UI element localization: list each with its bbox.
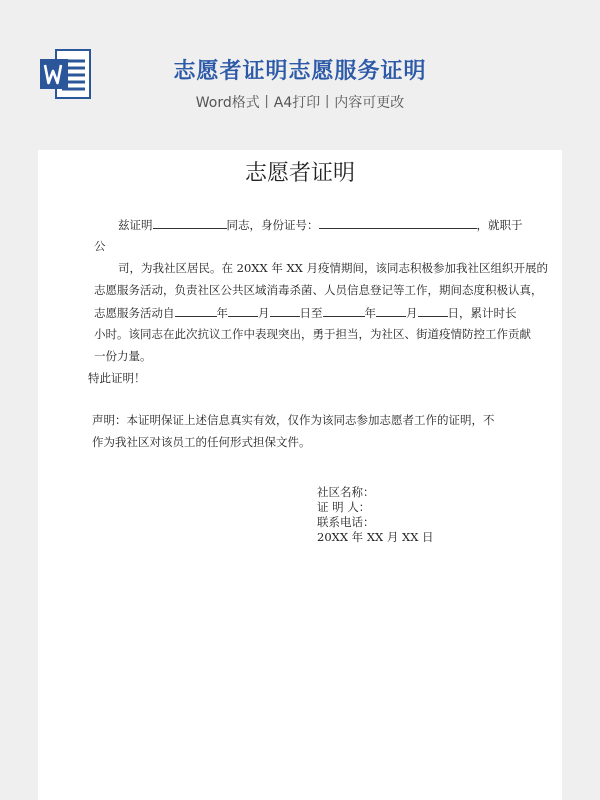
declaration-line: 作为我社区对该员工的任何形式担保文件。 [92, 435, 311, 449]
date-blank[interactable] [418, 304, 448, 317]
text-segment: 年 [216, 306, 228, 320]
text-segment: ，就职于 [476, 218, 523, 232]
date-blank[interactable] [323, 304, 365, 317]
date-blank[interactable] [228, 304, 258, 317]
paragraph-line: 小时。该同志在此次抗议工作中表现突出，勇于担当，为社区、街道疫情防控工作贡献 [94, 327, 531, 341]
date-blank[interactable] [376, 304, 406, 317]
text-segment: 月 [258, 306, 270, 320]
text-segment: 日，累计时长 [447, 306, 517, 320]
text-segment: 年 [364, 306, 376, 320]
page-subtitle: Word格式丨A4打印丨内容可更改 [195, 95, 405, 111]
text-segment: 同志，身份证号： [226, 218, 319, 232]
declaration-line: 声明：本证明保证上述信息真实有效，仅作为该同志参加志愿者工作的证明，不 [92, 413, 495, 427]
paragraph-line: 公 [94, 239, 106, 253]
signature-date: 20XX 年 XX 月 XX 日 [317, 530, 434, 544]
date-blank[interactable] [175, 304, 217, 317]
page-header [0, 0, 600, 150]
paragraph-line: 司，为我社区居民。在 20XX 年 XX 月疫情期间，该同志积极参加我社区组织开展的 [118, 261, 548, 275]
paragraph-line [118, 216, 523, 233]
text-segment: 志愿服务活动自 [94, 306, 175, 320]
text-segment: 兹证明 [118, 218, 153, 232]
text-segment: 月 [406, 306, 418, 320]
signature-community: 社区名称： [317, 485, 375, 499]
signature-person: 证 明 人： [317, 500, 371, 514]
paragraph-line [94, 304, 517, 321]
name-blank[interactable] [153, 216, 227, 229]
date-blank[interactable] [270, 304, 300, 317]
paragraph-line: 志愿服务活动，负责社区公共区域消毒杀菌、人员信息登记等工作，期间态度积极认真， [94, 283, 543, 297]
paragraph-line: 一份力量。 [94, 349, 152, 363]
id-number-blank[interactable] [319, 216, 477, 229]
page-title: 志愿者证明志愿服务证明 [173, 59, 427, 84]
signature-phone: 联系电话： [317, 515, 375, 529]
text-segment: 日至 [299, 306, 323, 320]
document-title: 志愿者证明 [244, 161, 355, 186]
closing-line: 特此证明！ [88, 371, 146, 385]
document-page [38, 150, 562, 800]
